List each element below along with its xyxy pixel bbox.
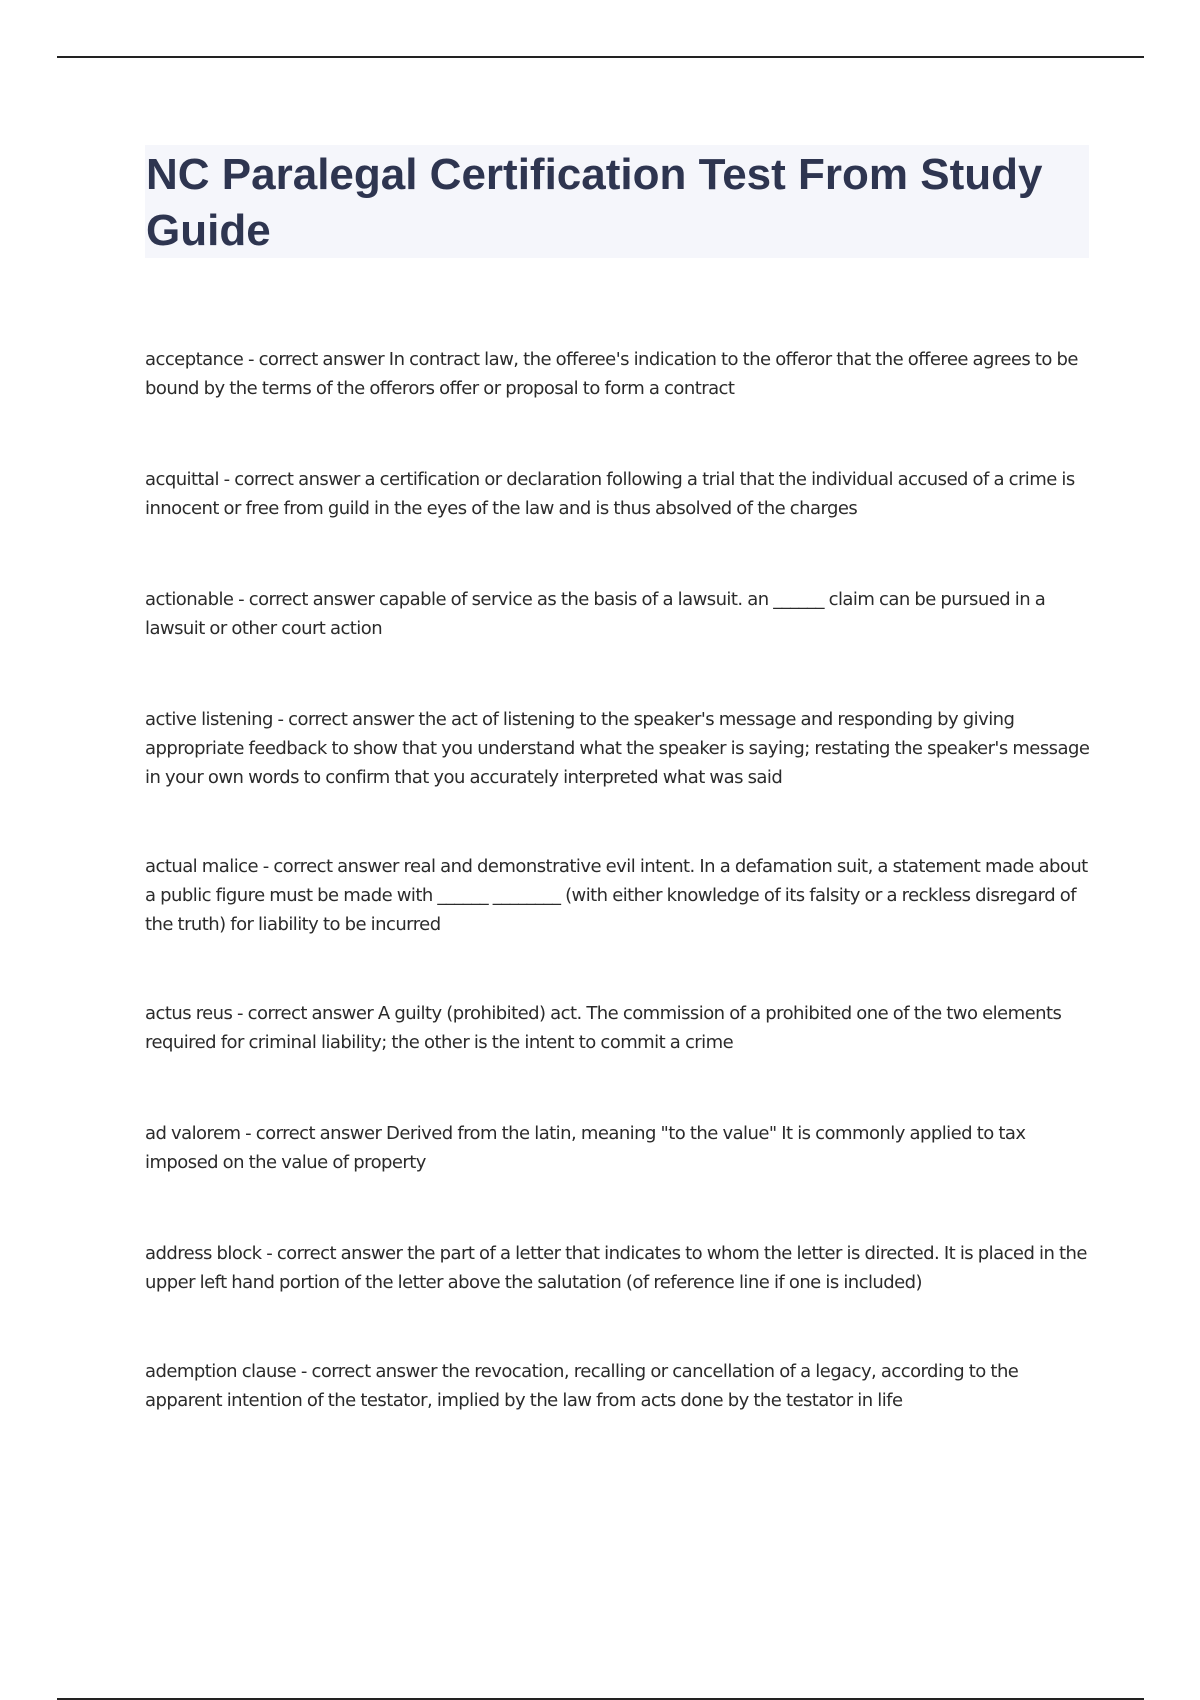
glossary-entry: ad valorem - correct answer Derived from the latin, meaning "to the value" It is commonly applied to tax imposed on the value of property: [145, 1123, 1026, 1173]
glossary-entry: actionable - correct answer capable of service as the basis of a lawsuit. an ______ claim can be pursued in a lawsuit or other court action: [145, 589, 1046, 639]
top-rule: [57, 56, 1144, 58]
glossary-list: [145, 345, 1090, 1415]
glossary-entry: actus reus - correct answer A guilty (prohibited) act. The commission of a prohibited one of the two elements required for criminal liability; the other is the intent to commit a crime: [145, 1003, 1062, 1053]
glossary-entry: acquittal - correct answer a certification or declaration following a trial that the individual accused of a crime is innocent or free from guild in the eyes of the law and is thus absolved of the charges: [145, 469, 1075, 519]
glossary-entry: acceptance - correct answer In contract law, the offeree's indication to the offeror that the offeree agrees to be bound by the terms of the offerors offer or proposal to form a contract: [145, 349, 1078, 399]
document-title: NC Paralegal Certification Test From Study Guide: [146, 150, 1043, 255]
glossary-entry: ademption clause - correct answer the revocation, recalling or cancellation of a legacy, according to the apparent intention of the testator, implied by the law from acts done by the testator in life: [145, 1361, 1019, 1411]
glossary-entry: active listening - correct answer the act of listening to the speaker's message and responding by giving appropriate feedback to show that you understand what the speaker is saying; restating the speaker's message in your own words to confirm that you accurately interpreted what was said: [145, 709, 1090, 788]
glossary-entry: address block - correct answer the part of a letter that indicates to whom the letter is directed. It is placed in the upper left hand portion of the letter above the salutation (of reference line if one is included): [145, 1243, 1087, 1293]
glossary-entry: actual malice - correct answer real and demonstrative evil intent. In a defamation suit, a statement made about a public figure must be made with ______ ________ (with either knowledge of its falsity or a reckless disregard of the truth) for liability to be incurred: [145, 856, 1088, 935]
